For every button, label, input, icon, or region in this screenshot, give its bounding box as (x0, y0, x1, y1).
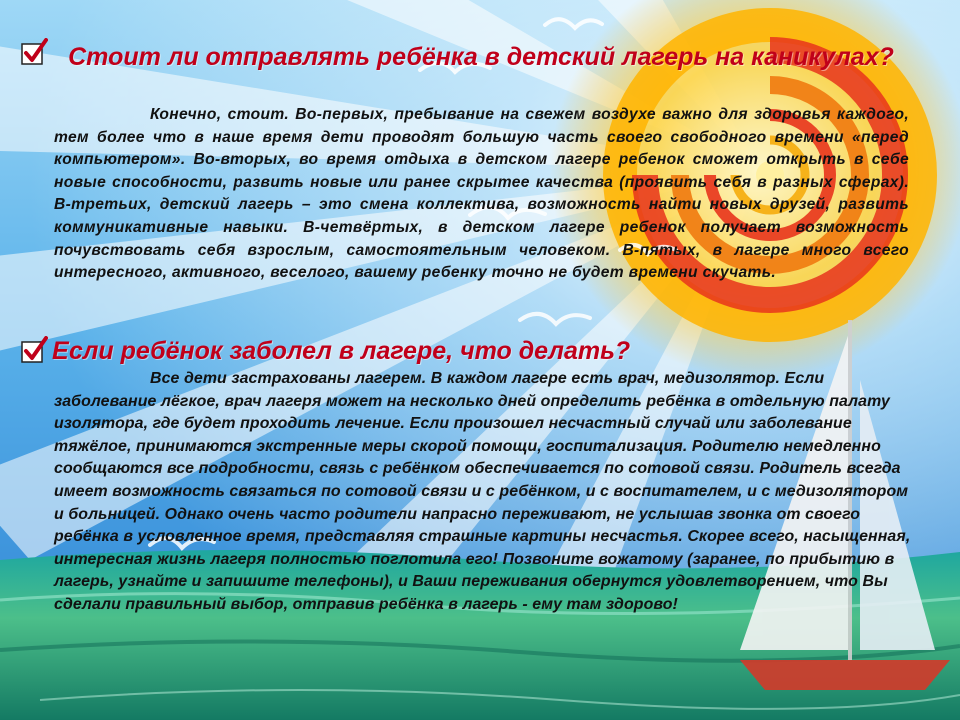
section-heading-camp: Стоит ли отправлять ребёнка в детский лагерь на каникулах? (68, 43, 894, 71)
checked-box-icon (20, 38, 48, 66)
section-heading-illness: Если ребёнок заболел в лагере, что делать? (52, 337, 631, 365)
section-text-camp: Конечно, стоит. Во-первых, пребывание на свежем воздухе важно для здоровья каждого, тем более что в наше время дети проводят большую часть своего свободного времени «перед компьютером». Во-вторых, во время отдыха в детском лагере ребенок сможет открыть в себе новые способности, развить новые или ранее скрытее качества (проявить себя в разных сферах). В-третьих, детский лагерь – это смена коллектива, возможность найти новых друзей, развить коммуникативные навыки. В-четвёртых, в детском лагере ребенок получает возможность почувствовать себя взрослым, самостоятельным человеком. В-пятых, в лагере много всего интересного, активного, веселого, вашему ребенку точно не будет времени скучать. (54, 106, 909, 282)
section-text-illness: Все дети застрахованы лагерем. В каждом лагере есть врач, медизолятор. Если заболевание лёгкое, врач лагеря может на несколько дней определить ребёнка в отдельную палату изолятора, где будет проходить лечение. Если произошел несчастный случай или заболевание тяжёлое, принимаются экстренные меры скорой помощи, госпитализация. Родителю немедленно сообщаются все подробности, связь с ребёнком обеспечивается по сотовой связи. Родитель всегда имеет возможность связаться по сотовой связи и с ребёнком, и с воспитателем, и с медизолятором и больницей. Однако очень часто родители напрасно переживают, не услышав звонка от своего ребёнка в условленное время, представляя страшные картины несчастья. Скорее всего, насыщенная, интересная жизнь лагеря полностью поглотила его! Позвоните вожатому (заранее, по прибытию в лагерь, узнайте и запишите телефоны), и Ваши переживания обернутся удовлетворением, что Вы сделали правильный выбор, отправив ребёнка в лагерь - ему там здорово! (54, 370, 911, 613)
checked-box-icon (20, 336, 48, 364)
